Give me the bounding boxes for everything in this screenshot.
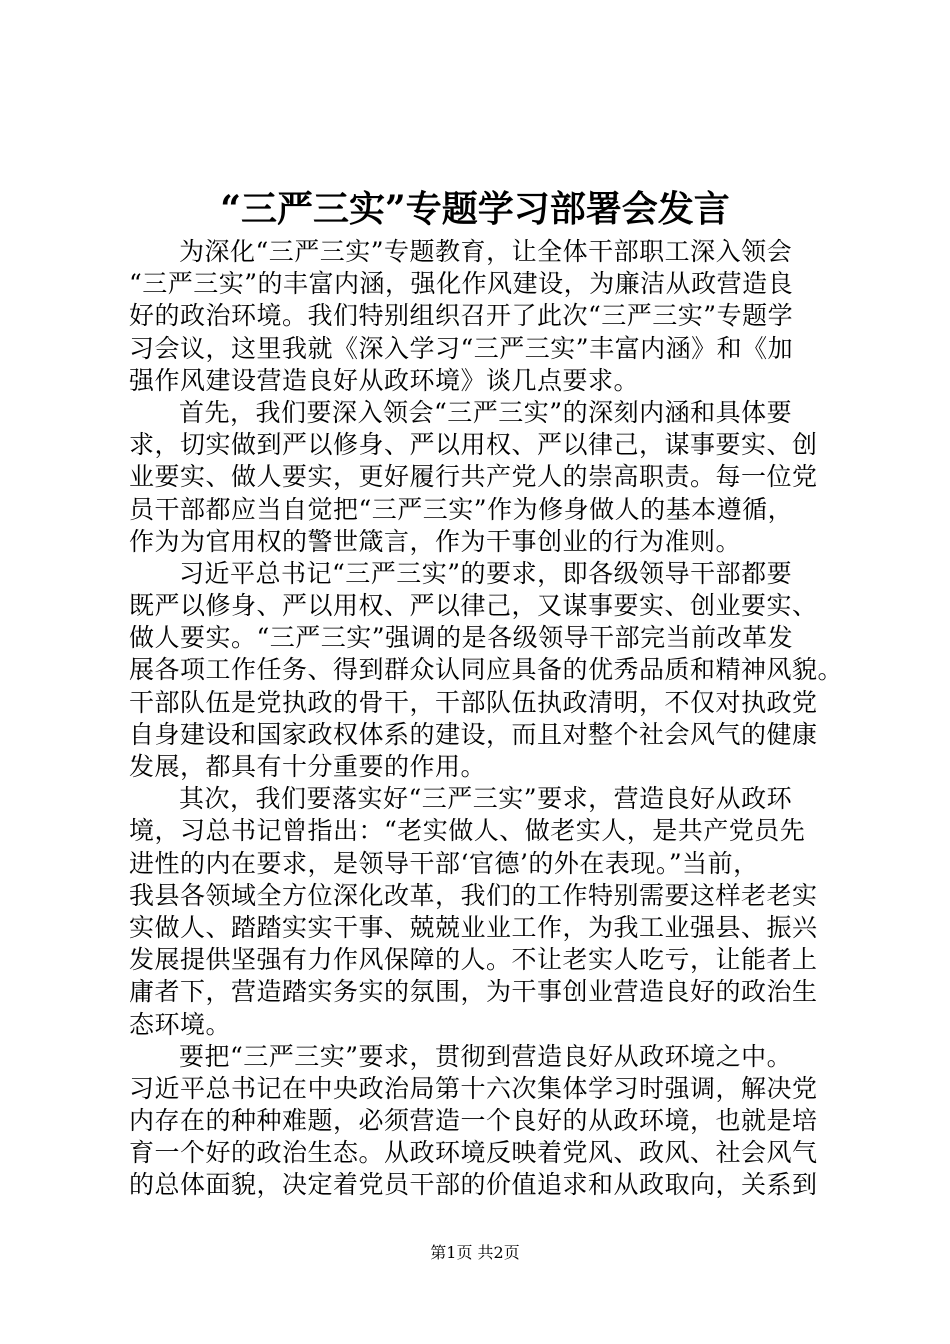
- text-line: 员干部都应当自觉把“三严三实”作为修身做人的基本遵循，: [129, 494, 794, 524]
- text-line: 习会议，这里我就《深入学习“三严三实”丰富内涵》和《加: [129, 333, 794, 363]
- document-title: “三严三实”专题学习部署会发言: [220, 188, 730, 230]
- document-body: [129, 236, 844, 1202]
- text-line: 业要实、做人要实，更好履行共产党人的崇高职责。每一位党: [129, 462, 818, 492]
- text-line: 育一个好的政治生态。从政环境反映着党风、政风、社会风气: [129, 1138, 818, 1168]
- text-line: 发展，都具有十分重要的作用。: [129, 752, 487, 781]
- text-line: “三严三实”的丰富内涵，强化作风建设，为廉洁从政营造良: [129, 269, 794, 299]
- text-line: 习近平总书记“三严三实”的要求，即各级领导干部都要: [179, 558, 793, 588]
- text-line: 其次，我们要落实好“三严三实”要求，营造良好从政环: [179, 784, 793, 814]
- text-line: 既严以修身、严以用权、严以律己，又谋事要实、创业要实、: [129, 591, 818, 621]
- text-line: 为深化“三严三实”专题教育，让全体干部职工深入领会: [179, 237, 793, 266]
- text-line: 展各项工作任务、得到群众认同应具备的优秀品质和精神风貌。: [129, 655, 844, 685]
- text-line: 要把“三严三实”要求，贯彻到营造良好从政环境之中。: [179, 1041, 793, 1071]
- text-line: 的总体面貌，决定着党员干部的价值追求和从政取向，关系到: [129, 1170, 818, 1200]
- text-line: 干部队伍是党执政的骨干，干部队伍执政清明，不仅对执政党: [129, 687, 818, 717]
- text-line: 境，习总书记曾指出：“老实做人、做老实人，是共产党员先: [129, 816, 806, 846]
- text-line: 庸者下，营造踏实务实的氛围，为干事创业营造良好的政治生: [129, 977, 818, 1007]
- text-line: 内存在的种种难题，必须营造一个良好的从政环境，也就是培: [129, 1106, 818, 1136]
- paragraph-4: [129, 783, 829, 1041]
- paragraph-5: [129, 1041, 829, 1202]
- text-line: 态环境。: [129, 1009, 232, 1039]
- paragraph-2: [129, 397, 829, 558]
- text-line: 我县各领域全方位深化改革，我们的工作特别需要这样老老实: [129, 880, 818, 910]
- page-footer: 第1页 共2页: [430, 1243, 520, 1262]
- paragraph-3: [129, 558, 844, 783]
- text-line: 实做人、踏踏实实干事、兢兢业业工作，为我工业强县、振兴: [129, 912, 818, 942]
- text-line: 做人要实。“三严三实”强调的是各级领导干部完当前改革发: [129, 623, 794, 653]
- paragraph-1: [129, 236, 829, 397]
- text-line: 发展提供坚强有力作风保障的人。不让老实人吃亏，让能者上: [129, 945, 818, 975]
- text-line: 作为为官用权的警世箴言，作为干事创业的行为准则。: [129, 526, 742, 556]
- text-line: 强作风建设营造良好从政环境》谈几点要求。: [129, 365, 640, 395]
- text-line: 自身建设和国家政权体系的建设，而且对整个社会风气的健康: [129, 719, 818, 749]
- text-line: 进性的内在要求，是领导干部‘官德’的外在表现。”当前，: [129, 848, 759, 878]
- text-line: 习近平总书记在中央政治局第十六次集体学习时强调，解决党: [129, 1073, 818, 1103]
- text-line: 首先，我们要深入领会“三严三实”的深刻内涵和具体要: [179, 397, 793, 427]
- text-line: 好的政治环境。我们特别组织召开了此次“三严三实”专题学: [129, 301, 794, 331]
- text-line: 求，切实做到严以修身、严以用权、严以律己，谋事要实、创: [129, 430, 818, 460]
